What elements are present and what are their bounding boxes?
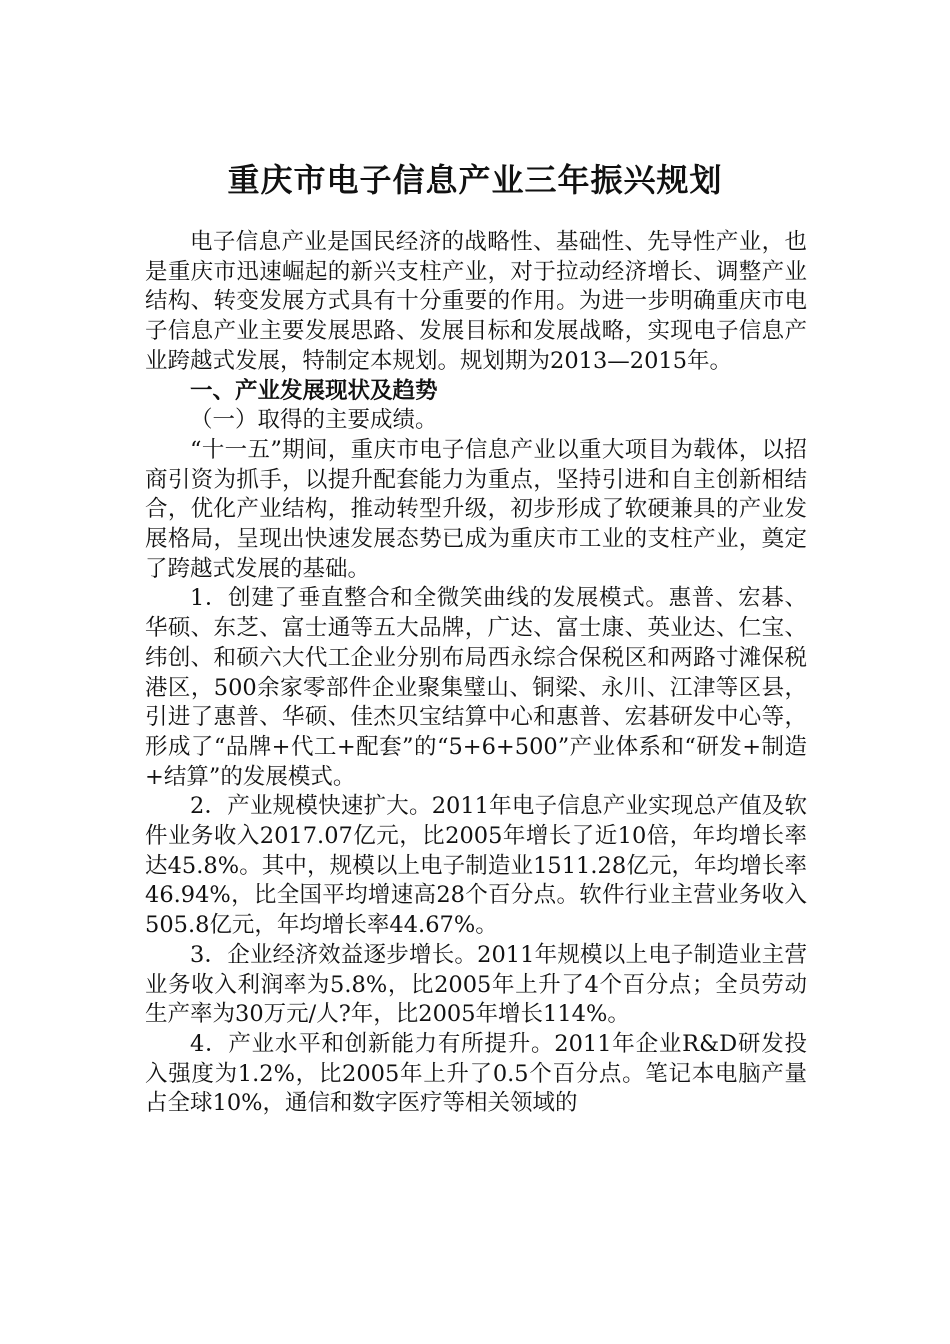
paragraph-item-1: 1．创建了垂直整合和全微笑曲线的发展模式。惠普、宏碁、华硕、东芝、富士通等五大品牌，广达、富士康、英业达、仁宝、纬创、和硕六大代工企业分别布局西永综合保税区和两路寸滩保税港区，500余家零部件企业聚集璧山、铜梁、永川、江津等区县，引进了惠普、华硕、佳杰贝宝结算中心和惠普、宏碁研发中心等，形成了“品牌+代工+配套”的“5+6+500”产业体系和“研发+制造+结算”的发展模式。 (145, 585, 807, 790)
page-title: 重庆市电子信息产业三年振兴规划 (227, 161, 723, 199)
section-heading: 一、产业发展现状及趋势 (190, 377, 438, 404)
paragraph-overview: “十一五”期间，重庆市电子信息产业以重大项目为载体，以招商引资为抓手，以提升配套能力为重点，坚持引进和自主创新相结合，优化产业结构，推动转型升级，初步形成了软硬兼具的产业发展格局，呈现出快速发展态势已成为重庆市工业的支柱产业，奠定了跨越式发展的基础。 (145, 436, 807, 582)
paragraph-item-2: 2．产业规模快速扩大。2011年电子信息产业实现总产值及软件业务收入2017.07亿元，比2005年增长了近10倍，年均增长率达45.8%。其中，规模以上电子制造业1511.28亿元，年均增长率46.94%，比全国平均增速高28个百分点。软件行业主营业务收入505.8亿元，年均增长率44.67%。 (145, 793, 807, 939)
paragraph-intro: 电子信息产业是国民经济的战略性、基础性、先导性产业，也是重庆市迅速崛起的新兴支柱产业，对于拉动经济增长、调整产业结构、转变发展方式具有十分重要的作用。为进一步明确重庆市电子信息产业主要发展思路、发展目标和发展战略，实现电子信息产业跨越式发展，特制定本规划。规划期为2013—2015年。 (145, 229, 807, 374)
subsection-heading: （一）取得的主要成绩。 (190, 407, 438, 434)
document-body (145, 228, 807, 1119)
paragraph-item-3: 3．企业经济效益逐步增长。2011年规模以上电子制造业主营业务收入利润率为5.8%，比2005年上升了4个百分点；全员劳动生产率为30万元/人?年，比2005年增长114%。 (145, 941, 807, 1028)
paragraph-item-4: 4．产业水平和创新能力有所提升。2011年企业R&D研发投入强度为1.2%，比2005年上升了0.5个百分点。笔记本电脑产量占全球10%，通信和数字医疗等相关领域的 (145, 1030, 807, 1117)
